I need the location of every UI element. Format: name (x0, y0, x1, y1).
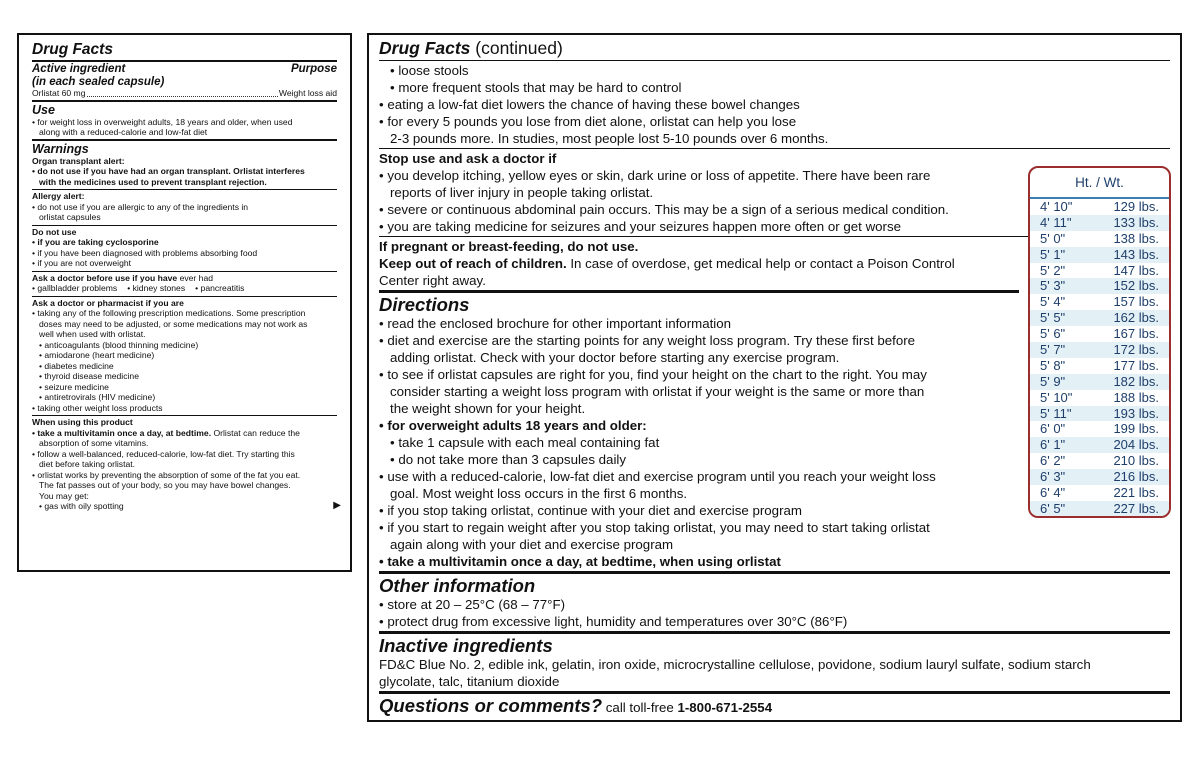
table-row (1030, 215, 1169, 231)
direction-text: goal. Most weight loss occurs in the first 6 months. (390, 486, 688, 501)
warning-item: • eating a low-fat diet lowers the chance of having these bowel changes (379, 97, 800, 112)
direction-item: • diet and exercise are the starting points for any weight loss program. Try these first before (379, 333, 916, 348)
weight-cell: 172 lbs. (1113, 342, 1159, 358)
direction-item: • use with a reduced-calorie, low-fat diet and exercise program until you reach your weight loss (379, 469, 936, 484)
when-using-item: • orlistat works by preventing the absorption of some of the fat you eat. (32, 469, 301, 480)
bowel-change-item: • loose stools (390, 63, 469, 78)
when-using-text: The fat passes out of your body, so you may have bowel changes. (39, 480, 291, 490)
height-cell: 6' 1" (1040, 437, 1066, 453)
divider (32, 139, 337, 141)
active-ingredient-subheading: (in each sealed capsule) (32, 75, 165, 88)
weight-cell: 199 lbs. (1113, 421, 1159, 437)
medication-item: • taking other weight loss products (32, 402, 163, 413)
height-cell: 5' 10" (1040, 389, 1073, 405)
divider (379, 148, 1170, 149)
toll-free-phone: 1-800-671-2554 (677, 700, 773, 715)
height-weight-rows (1030, 199, 1169, 517)
medication-item: • anticoagulants (blood thinning medicine) (39, 339, 199, 350)
table-row (1030, 342, 1169, 358)
panel-title: Drug Facts (32, 41, 113, 58)
medication-item: • seizure medicine (39, 381, 109, 392)
height-cell: 4' 10" (1040, 199, 1073, 214)
height-cell: 5' 6" (1040, 326, 1066, 342)
weight-cell: 152 lbs. (1113, 278, 1159, 294)
organ-transplant-text: • do not use if you have had an organ transplant. Orlistat interferes (32, 166, 305, 176)
height-cell: 6' 2" (1040, 453, 1066, 469)
weight-cell: 221 lbs. (1113, 485, 1159, 501)
table-row (1030, 485, 1169, 501)
medication-item: • diabetes medicine (39, 360, 114, 371)
when-using-bold: • take a multivitamin once a day, at bedtime. (32, 427, 212, 438)
table-row (1030, 421, 1169, 437)
dosage-item: • do not take more than 3 capsules daily (390, 452, 627, 467)
panel-title-main: Drug Facts (379, 38, 471, 58)
table-row (1030, 278, 1169, 294)
table-row (1030, 374, 1169, 390)
other-information-heading: Other information (379, 575, 536, 596)
divider (32, 189, 337, 190)
warning-item: • for every 5 pounds you lose from diet alone, orlistat can help you lose (379, 114, 797, 129)
height-cell: 5' 8" (1040, 357, 1066, 373)
table-row (1030, 231, 1169, 247)
ask-pharmacist-text: doses may need to be adjusted, or some medications may not work as (39, 318, 308, 329)
divider (379, 290, 1019, 293)
ingredient-row (32, 88, 337, 99)
use-text: • for weight loss in overweight adults, 18 years and older, when used (32, 116, 293, 127)
height-cell: 6' 4" (1040, 485, 1066, 501)
other-information-item: • protect drug from excessive light, humidity and temperatures over 30°C (86°F) (379, 614, 848, 629)
table-row (1030, 406, 1169, 422)
height-cell: 5' 2" (1040, 262, 1066, 278)
stop-use-item: • you are taking medicine for seizures and your seizures happen more often or get worse (379, 219, 902, 234)
divider (32, 60, 337, 62)
dosage-item: • take 1 capsule with each meal containing fat (390, 435, 660, 450)
keep-out-of-reach-rest: In case of overdose, get medical help or contact a Poison Control (566, 256, 955, 271)
direction-text: adding orlistat. Check with your doctor before starting any exercise program. (390, 350, 840, 365)
medication-item: • thyroid disease medicine (39, 371, 139, 381)
when-using-item (32, 428, 337, 439)
height-weight-table (1028, 166, 1171, 518)
divider (379, 60, 1170, 61)
height-cell: 5' 3" (1040, 278, 1066, 294)
do-not-use-item: • if you are taking cyclosporine (32, 237, 159, 247)
divider (379, 571, 1170, 574)
use-heading: Use (32, 102, 55, 117)
weight-cell: 177 lbs. (1113, 357, 1159, 373)
stop-use-heading: Stop use and ask a doctor if (379, 151, 557, 166)
direction-text: consider starting a weight loss program with orlistat if your weight is the same or more than (390, 384, 925, 399)
questions-line (379, 695, 1170, 716)
height-cell: 5' 4" (1040, 294, 1066, 310)
direction-item: • read the enclosed brochure for other important information (379, 316, 732, 331)
inactive-ingredients-text: FD&C Blue No. 2, edible ink, gelatin, iron oxide, microcrystalline cellulose, povidone, sodium lauryl sulfate, sodium starch (379, 657, 1091, 672)
weight-cell: 133 lbs. (1113, 214, 1159, 230)
direction-item: • to see if orlistat capsules are right for you, find your height on the chart to the right. You may (379, 367, 927, 382)
allergy-text: orlistat capsules (39, 212, 101, 222)
stop-use-item: • severe or continuous abdominal pain occurs. This may be a sign of a serious medical condition. (379, 202, 949, 217)
ask-doctor-heading (32, 273, 337, 284)
ask-pharmacist-heading: Ask a doctor or pharmacist if you are (32, 297, 184, 308)
direction-text: again along with your diet and exercise program (390, 537, 674, 552)
height-cell: 5' 0" (1040, 230, 1066, 246)
questions-call-text: call toll-free (602, 700, 678, 715)
weight-cell: 143 lbs. (1113, 246, 1159, 262)
ask-pharmacist-text: • taking any of the following prescription medications. Some prescription (32, 308, 306, 318)
do-not-use-item: • if you have been diagnosed with problems absorbing food (32, 247, 258, 258)
panel-title-suffix: (continued) (470, 38, 563, 58)
table-row (1030, 469, 1169, 485)
do-not-use-heading: Do not use (32, 226, 77, 237)
table-row (1030, 453, 1169, 469)
allergy-heading: Allergy alert: (32, 191, 85, 201)
table-row (1030, 199, 1169, 215)
weight-cell: 193 lbs. (1113, 405, 1159, 421)
weight-cell: 210 lbs. (1113, 453, 1159, 469)
questions-heading: Questions or comments? (379, 695, 603, 716)
condition-item: • pancreatitis (195, 283, 245, 293)
purpose-heading: Purpose (290, 63, 337, 75)
height-cell: 5' 11" (1040, 405, 1072, 421)
other-information-item: • store at 20 – 25°C (68 – 77°F) (379, 597, 566, 612)
ingredient-name: Orlistat 60 mg (32, 88, 86, 98)
when-using-text: absorption of some vitamins. (39, 438, 149, 448)
table-row (1030, 437, 1169, 453)
direction-item: • for overweight adults 18 years and older: (379, 418, 647, 433)
condition-item: • kidney stones (127, 283, 186, 293)
when-using-rest: Orlistat can reduce the (211, 427, 300, 438)
ask-doctor-heading-bold: Ask a doctor before use if you have (32, 272, 178, 283)
when-using-heading: When using this product (32, 417, 133, 427)
height-cell: 5' 9" (1040, 373, 1066, 389)
divider (32, 415, 337, 416)
height-cell: 5' 1" (1040, 246, 1066, 262)
keep-out-of-reach-bold: Keep out of reach of children. (379, 256, 567, 271)
height-cell: 5' 7" (1040, 342, 1066, 358)
do-not-use-item: • if you are not overweight (32, 258, 132, 268)
when-using-text (32, 500, 341, 512)
dot-leader (87, 96, 278, 97)
direction-item: • if you stop taking orlistat, continue with your diet and exercise program (379, 503, 802, 518)
weight-cell: 138 lbs. (1113, 230, 1159, 246)
weight-cell: 188 lbs. (1113, 389, 1159, 405)
direction-item: • if you start to regain weight after you stop taking orlistat, you may need to start taking orlistat (379, 520, 930, 535)
weight-cell: 129 lbs. (1113, 199, 1159, 214)
bowel-change-item: • more frequent stools that may be hard to control (390, 80, 682, 95)
panel-title (379, 37, 1170, 59)
inactive-ingredients-heading: Inactive ingredients (379, 635, 553, 656)
ingredient-purpose: Weight loss aid (278, 88, 337, 98)
height-cell: 5' 5" (1040, 310, 1066, 326)
weight-cell: 216 lbs. (1113, 469, 1159, 485)
divider (32, 271, 337, 272)
ask-doctor-conditions (32, 283, 337, 294)
pregnancy-warning: If pregnant or breast-feeding, do not use. (379, 239, 639, 254)
organ-transplant-heading: Organ transplant alert: (32, 155, 125, 166)
medication-item: • antiretrovirals (HIV medicine) (39, 392, 156, 402)
organ-transplant-text: with the medicines used to prevent transplant rejection. (39, 176, 267, 187)
ask-pharmacist-text: well when used with orlistat. (39, 329, 146, 339)
divider (379, 631, 1170, 634)
weight-cell: 162 lbs. (1113, 310, 1159, 326)
drug-facts-panel-left (17, 33, 352, 572)
divider (32, 225, 337, 226)
height-cell: 6' 5" (1040, 500, 1066, 516)
height-cell: 6' 3" (1040, 469, 1066, 485)
condition-item: • gallbladder problems (32, 283, 118, 293)
table-row (1030, 326, 1169, 342)
allergy-text: • do not use if you are allergic to any of the ingredients in (32, 201, 249, 212)
active-ingredient-header (32, 63, 337, 76)
weight-cell: 157 lbs. (1113, 294, 1159, 310)
divider (32, 100, 337, 102)
directions-heading: Directions (379, 294, 470, 315)
table-row (1030, 390, 1169, 406)
when-using-text: You may get: (39, 490, 89, 501)
warnings-heading: Warnings (32, 141, 89, 156)
when-using-text: diet before taking orlistat. (39, 459, 136, 469)
height-cell: 6' 0" (1040, 421, 1066, 437)
divider (32, 296, 337, 297)
stop-use-item: • you develop itching, yellow eyes or skin, dark urine or loss of appetite. There have been rare (379, 168, 931, 183)
height-weight-header: Ht. / Wt. (1030, 168, 1169, 199)
table-row (1030, 263, 1169, 279)
active-ingredient-heading: Active ingredient (32, 63, 126, 75)
table-row (1030, 501, 1169, 517)
table-row (1030, 294, 1169, 310)
weight-cell: 182 lbs. (1113, 373, 1159, 389)
height-cell: 4' 11" (1040, 214, 1072, 230)
use-text: along with a reduced-calorie and low-fat diet (39, 127, 208, 137)
weight-cell: 227 lbs. (1113, 500, 1159, 516)
keep-out-of-reach-text: Center right away. (379, 273, 486, 288)
divider (379, 691, 1170, 694)
table-row (1030, 358, 1169, 374)
direction-item: • take a multivitamin once a day, at bedtime, when using orlistat (379, 554, 781, 569)
table-row (1030, 310, 1169, 326)
stop-use-text: reports of liver injury in people taking orlistat. (390, 185, 654, 200)
inactive-ingredients-text: glycolate, talc, titanium dioxide (379, 674, 560, 689)
weight-cell: 204 lbs. (1113, 437, 1159, 453)
direction-text: the weight shown for your height. (390, 401, 586, 416)
table-row (1030, 247, 1169, 263)
side-effect-item: • gas with oily spotting (39, 501, 124, 511)
medication-item: • amiodarone (heart medicine) (39, 350, 155, 360)
ask-doctor-heading-rest: ever had (177, 272, 214, 283)
warning-text: 2-3 pounds more. In studies, most people lost 5-10 pounds over 6 months. (390, 131, 829, 146)
continue-arrow-icon: ▶ (333, 500, 341, 511)
when-using-item: • follow a well-balanced, reduced-calorie, low-fat diet. Try starting this (32, 448, 295, 459)
weight-cell: 167 lbs. (1113, 326, 1159, 342)
weight-cell: 147 lbs. (1113, 262, 1159, 278)
